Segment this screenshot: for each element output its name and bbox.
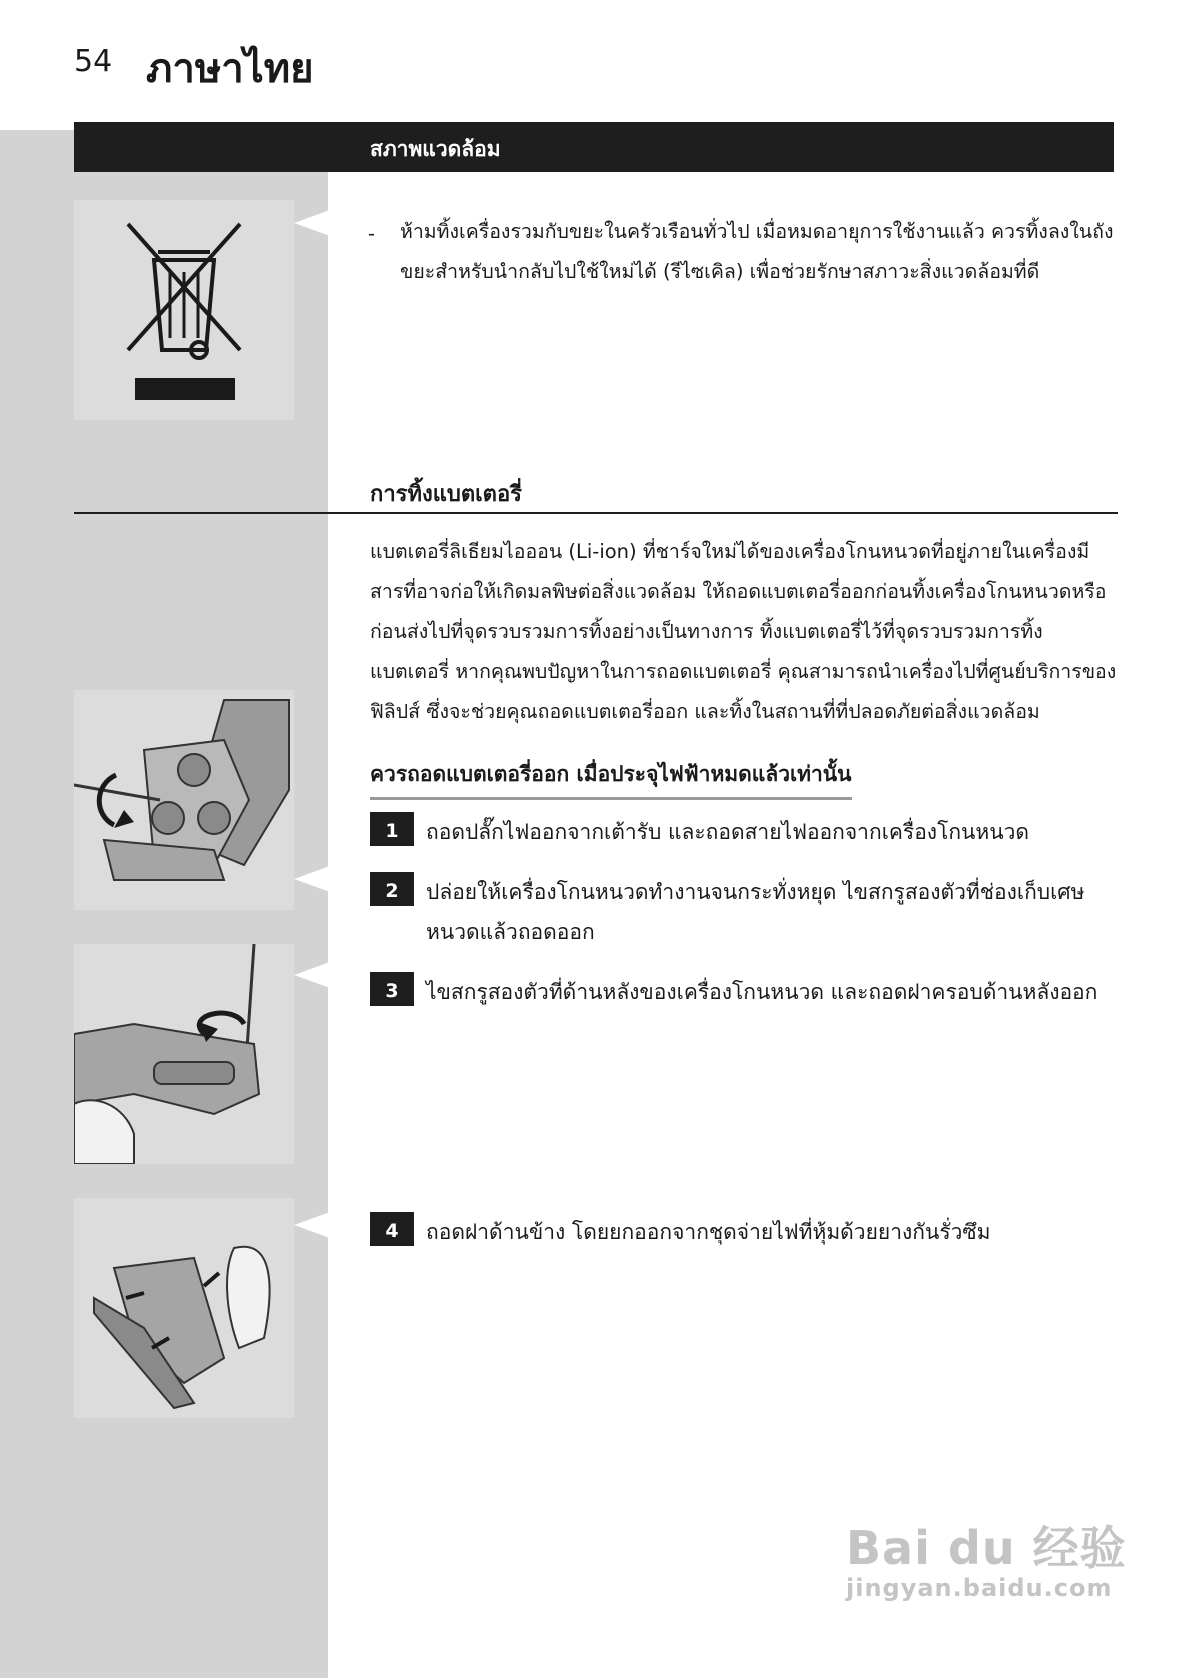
figure-shaver-exploded (74, 1198, 294, 1418)
figure-pointer (294, 210, 330, 236)
rotate-arrow-icon (99, 775, 134, 828)
figure-pointer (294, 866, 330, 892)
figure-pointer (294, 962, 330, 988)
step-1-number: 1 (370, 812, 414, 846)
environment-text: ห้ามทิ้งเครื่องรวมกับขยะในครัวเรือนทั่วไป เมื่อหมดอายุการใช้งานแล้ว ควรทิ้งลงในถังขยะสำหรับนำกลับไปใช้ใหม่ได้ (รีไซเคิล) เพื่อช่วยรักษาสภาวะสิ่งแวดล้อมที่ดี (400, 220, 1114, 283)
section-divider (74, 512, 1118, 514)
section-title-battery: การทิ้งแบตเตอรี่ (370, 482, 523, 507)
page-number: 54 (74, 44, 113, 79)
step-4-number: 4 (370, 1212, 414, 1246)
bullet-dash: - (368, 222, 376, 245)
figure-pointer (294, 1212, 330, 1238)
crossed-out-wheelie-bin-icon (74, 200, 294, 420)
step-3-number: 3 (370, 972, 414, 1006)
watermark-line1: Bai du 经验 (846, 1521, 1127, 1575)
section-header-bar (74, 122, 1114, 172)
step-2-text: ปล่อยให้เครื่องโกนหนวดทำงานจนกระทั่งหยุด ไขสกรูสองตัวที่ช่องเก็บเศษหนวดแล้วถอดออก (426, 880, 1085, 944)
step-2-number: 2 (370, 872, 414, 906)
battery-paragraph: แบตเตอรี่ลิเธียมไอออน (Li-ion) ที่ชาร์จใหม่ได้ของเครื่องโกนหนวดที่อยู่ภายในเครื่องมีสารที่อาจก่อให้เกิดมลพิษต่อสิ่งแวดล้อม ให้ถอดแบตเตอรี่ออกก่อนทิ้งเครื่องโกนหนวดหรือก่อนส่งไปที่จุดรวบรวมการทิ้งอย่างเป็นทางการ ทิ้งแบตเตอรี่ไว้ที่จุดรวบรวมการทิ้งแบตเตอรี่ หากคุณพบปัญหาในการถอดแบตเตอรี่ คุณสามารถนำเครื่องไปที่ศูนย์บริการของฟิลิปส์ ซึ่งจะช่วยคุณถอดแบตเตอรี่ออก และทิ้งในสถานที่ที่ปลอดภัยต่อสิ่งแวดล้อม (370, 540, 1117, 723)
step-1-text: ถอดปลั๊กไฟออกจากเต้ารับ และถอดสายไฟออกจากเครื่องโกนหนวด (426, 820, 1030, 844)
battery-warning: ควรถอดแบตเตอรี่ออก เมื่อประจุไฟฟ้าหมดแล้วเท่านั้น (370, 758, 852, 800)
figure-shaver-head (74, 690, 294, 910)
watermark-line2: jingyan.baidu.com (846, 1574, 1113, 1602)
baidu-watermark (846, 1512, 1127, 1602)
step-4-text: ถอดฝาด้านข้าง โดยยกออกจากชุดจ่ายไฟที่หุ้มด้วยยางกันรั่วซึม (426, 1220, 991, 1244)
figure-weee-bin (74, 200, 294, 420)
figure-shaver-back (74, 944, 294, 1164)
page-language-title: ภาษาไทย (146, 46, 314, 92)
section-title-environment: สภาพแวดล้อม (370, 137, 501, 161)
step-3-text: ไขสกรูสองตัวที่ด้านหลังของเครื่องโกนหนวด และถอดฝาครอบด้านหลังออก (426, 980, 1098, 1004)
